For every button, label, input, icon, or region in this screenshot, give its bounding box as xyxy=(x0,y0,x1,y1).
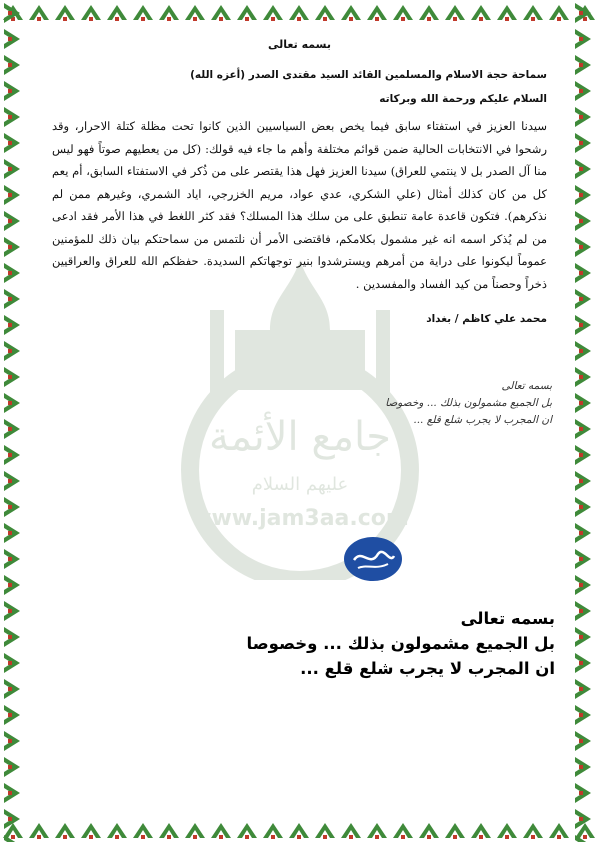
letter-address: سماحة حجة الاسلام والمسلمين القائد السيد مقتدى الصدر (أعزه الله) xyxy=(190,69,547,81)
letter xyxy=(52,38,547,325)
watermark-text-1: جامع الأئمة xyxy=(209,414,391,460)
letter-signature: محمد علي كاظم / بغداد xyxy=(426,313,547,325)
letter-greeting: السلام عليكم ورحمة الله وبركاته xyxy=(379,93,547,105)
letter-body: سيدنا العزيز في استفتاء سابق فيما يخص بعض السياسيين الذين كانوا تحت مظلة كتلة الاحرار، وقد رشحوا في الانتخابات الحالية ضمن قوائم مختلفة وأهم ما جاء فيه قولك: (كل من يعطيهم صوتاً فهو ليس منا آل الصدر بل لا ينتمي للعراق) سيدنا العزيز فهل هذا يقتصر على من ذُكر في الاستفتاء السابق، أم يعم كل من كان كذلك أمثال (علي الشكري، عدي عواد، مريم الخزرجي، اياد الشمري، وغيرهم ممن لم نذكرهم). فتكون قاعدة عامة تنطبق على من سلك هذا المسلك؟ فقد كثر اللغط في هذا الأمر فقد ادعى من لم يُذكر اسمه انه غير مشمول بكلامكم، فاقتضى الأمر أن نلتمس من سماحتكم بيان ذلك للمؤمنين عموماً ليكونوا على دراية من أمرهم ويسترشدوا بنير توجهاتكم السديدة. حفظكم الله للعراق والعراقيين ذخراً وحصناً من كيد الفساد والمفسدين . xyxy=(52,119,547,291)
typed-line-2: بل الجميع مشمولون بذلك ... وخصوصا xyxy=(246,634,555,653)
handwritten-reply xyxy=(292,378,552,429)
border-top xyxy=(0,0,595,24)
typed-reply xyxy=(150,606,555,681)
watermark-text-2: عليهم السلام xyxy=(251,474,349,495)
watermark-text-3: www.jam3aa.com xyxy=(191,506,409,531)
handwritten-line-3: ان المجرب لا يجرب شلع قلع ... xyxy=(413,414,552,426)
handwritten-line-1: بسمه تعالى xyxy=(501,380,552,392)
typed-line-3: ان المجرب لا يجرب شلع قلع ... xyxy=(300,659,555,678)
border-bottom xyxy=(0,818,595,842)
handwritten-line-2: بل الجميع مشمولون بذلك ... وخصوصا xyxy=(385,397,552,409)
seal-stamp xyxy=(342,534,404,584)
border-left xyxy=(0,0,24,842)
typed-line-1: بسمه تعالى xyxy=(460,609,555,628)
border-right xyxy=(571,0,595,842)
letter-heading: بسمه تعالى xyxy=(268,38,331,51)
